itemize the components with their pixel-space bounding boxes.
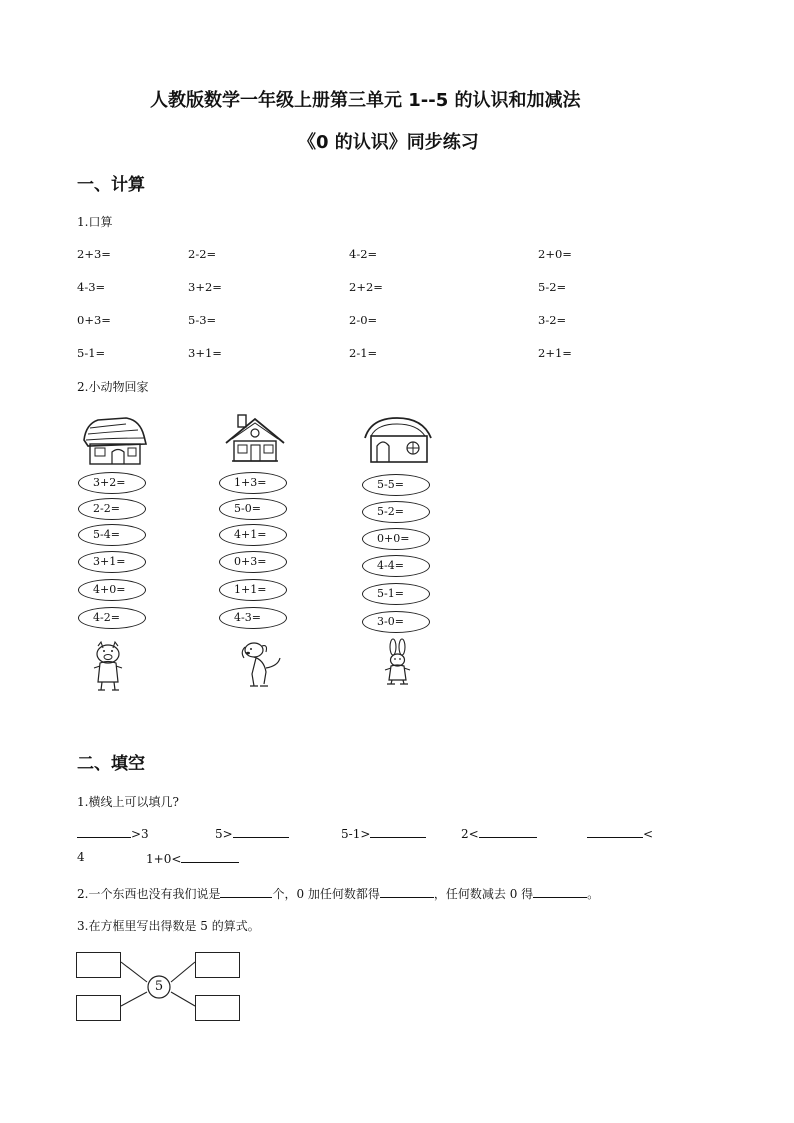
section-heading-fill: 二、填空 [77,754,145,774]
answer-blank[interactable] [479,825,537,838]
oral-calc-item: 3+2= [188,280,222,294]
fill-q1-item: 5-1> [341,825,426,841]
oval-equation: 4-4= [362,555,430,577]
answer-blank[interactable] [533,885,587,898]
oral-calc-item: 5-3= [188,313,217,327]
oral-calc-item: 4-3= [77,280,106,294]
section-heading-calc: 一、计算 [77,175,145,195]
answer-box[interactable] [195,952,240,978]
fill-q1-item: >3 [77,825,149,841]
answer-box[interactable] [195,995,240,1021]
q2-label: 2.小动物回家 [77,380,149,394]
answer-blank[interactable] [233,825,289,838]
oval-equation: 1+1= [219,579,287,601]
oval-equation: 3+2= [78,472,146,494]
oval-equation: 3+1= [78,551,146,573]
oval-equation: 4-3= [219,607,287,629]
oval-equation: 5-0= [219,498,287,520]
fill-q1-item: < [587,825,653,841]
oral-calc-item: 2-2= [188,247,217,261]
oral-calc-item: 2+0= [538,247,572,261]
rabbit-illustration [381,638,415,690]
answer-blank[interactable] [587,825,643,838]
oral-calc-item: 4-2= [349,247,378,261]
oval-equation: 0+3= [219,551,287,573]
house-2-illustration [222,413,288,465]
oval-equation: 4-2= [78,607,146,629]
house-3-illustration [363,414,433,466]
dog-illustration [240,638,284,692]
page-subtitle: 《0 的认识》同步练习 [298,132,479,153]
oral-calc-item: 5-1= [77,346,106,360]
answer-box[interactable] [76,952,121,978]
oral-calc-item: 3+1= [188,346,222,360]
oral-calc-item: 2+2= [349,280,383,294]
center-number: 5 [154,979,164,994]
oral-calc-item: 0+3= [77,313,111,327]
oral-calc-item: 2-0= [349,313,378,327]
oral-calc-item: 2-1= [349,346,378,360]
oral-calc-item: 3-2= [538,313,567,327]
answer-blank[interactable] [380,885,434,898]
house-1-illustration [76,414,148,466]
fill-q1-item: 2< [461,825,537,841]
answer-blank[interactable] [77,825,131,838]
oval-equation: 4+0= [78,579,146,601]
answer-blank[interactable] [370,825,426,838]
oral-calc-item: 5-2= [538,280,567,294]
oval-equation: 5-5= [362,474,430,496]
oval-equation: 4+1= [219,524,287,546]
pig-illustration [90,640,126,692]
fill-q1-item: 5> [215,825,289,841]
q1-label: 1.口算 [77,215,113,229]
fill-q1-item-wrap: 4 [77,850,85,864]
oval-equation: 5-2= [362,501,430,523]
oral-calc-item: 2+3= [77,247,111,261]
answer-blank[interactable] [181,850,239,863]
fill-q1-item: 1+0< [146,850,239,866]
oval-equation: 1+3= [219,472,287,494]
answer-blank[interactable] [220,885,272,898]
fill-q1-label: 1.横线上可以填几? [77,795,179,809]
fill-q3-label: 3.在方框里写出得数是 5 的算式。 [77,919,260,933]
answer-box[interactable] [76,995,121,1021]
fill-q2-sentence: 2.一个东西也没有我们说是 个，0 加任何数都得 ，任何数减去 0 得 。 [77,887,600,901]
oval-equation: 5-4= [78,524,146,546]
oval-equation: 0+0= [362,528,430,550]
oral-calc-item: 2+1= [538,346,572,360]
page-title: 人教版数学一年级上册第三单元 1--5 的认识和加减法 [150,90,581,111]
oval-equation: 3-0= [362,611,430,633]
oval-equation: 5-1= [362,583,430,605]
oval-equation: 2-2= [78,498,146,520]
